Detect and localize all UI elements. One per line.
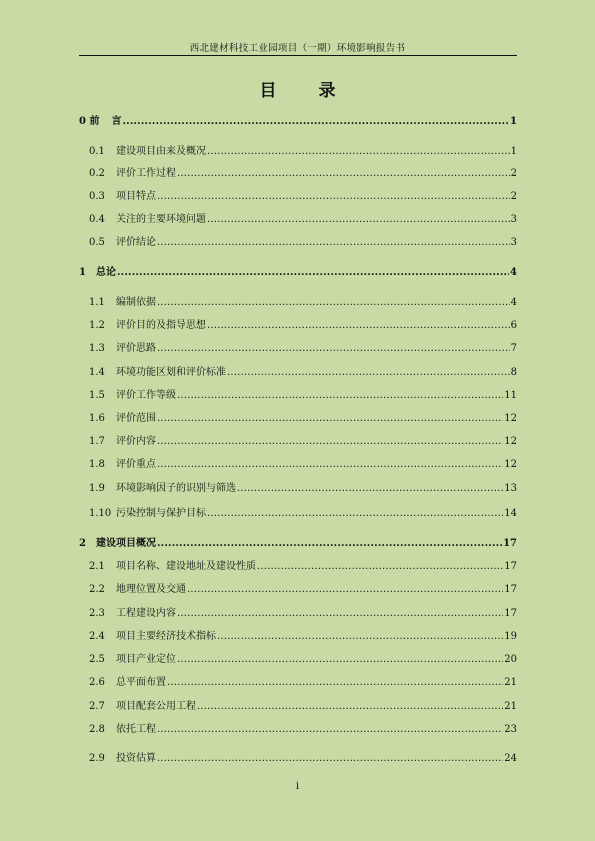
toc-entry-page: 3 (510, 214, 517, 225)
dot-leader (157, 236, 510, 250)
dot-leader (207, 507, 503, 521)
toc-entry-page: 21 (504, 701, 517, 712)
toc-section-entry[interactable] (89, 630, 517, 644)
toc-entry-number: 1.7 (89, 436, 105, 447)
toc-entry-label: 评价思路 (116, 343, 156, 354)
toc-entry-number: 1.2 (89, 320, 105, 331)
toc-entry-number: 0.5 (89, 237, 105, 248)
toc-entry-label: 依托工程 (116, 724, 156, 735)
toc-entry-label: 关注的主要环境问题 (116, 214, 206, 225)
toc-section-entry[interactable] (89, 653, 517, 667)
toc-entry-number: 1.10 (89, 508, 112, 519)
toc-section-entry[interactable] (89, 700, 517, 714)
toc-entry-label: 建设项目由来及概况 (116, 146, 206, 157)
dot-leader (207, 213, 510, 227)
dot-leader (217, 630, 503, 644)
toc-entry-page: 17 (504, 584, 517, 595)
toc-entry-number: 0.1 (89, 146, 105, 157)
toc-entry-page: 1 (510, 116, 517, 127)
toc-entry-number: 1.8 (89, 459, 105, 470)
toc-entry-number: 2.8 (89, 724, 105, 735)
toc-section-entry[interactable] (89, 319, 517, 333)
toc-entry-page: 8 (510, 367, 517, 378)
toc-section-entry[interactable] (89, 583, 517, 597)
toc-section-entry[interactable] (89, 366, 517, 380)
toc-entry-label: 编制依据 (116, 297, 156, 308)
toc-entry-label: 评价范围 (116, 413, 156, 424)
toc-entry-label: 言 (111, 116, 122, 127)
toc-section-entry[interactable] (89, 607, 517, 621)
toc-section-entry[interactable] (89, 296, 517, 310)
toc-entry-label: 环境影响因子的识别与筛选 (116, 483, 236, 494)
toc-entry-number: 2.3 (89, 608, 105, 619)
toc-entry-label: 评价工作过程 (116, 168, 176, 179)
toc-entry-number: 1.4 (89, 367, 105, 378)
dot-leader (257, 560, 503, 574)
toc-entry-label: 污染控制与保护目标 (116, 508, 206, 519)
toc-entry-label: 项目名称、建设地址及建设性质 (116, 561, 256, 572)
toc-entry-page: 17 (504, 608, 517, 619)
toc-section-entry[interactable] (89, 676, 517, 690)
toc-entry-label: 工程建设内容 (116, 608, 176, 619)
toc-entry-number: 2.4 (89, 631, 105, 642)
toc-entry-number: 2.5 (89, 654, 105, 665)
toc-title: 目 录 (259, 81, 354, 101)
toc-entry-page: 19 (504, 631, 517, 642)
toc-entry-label: 环境功能区划和评价标准 (116, 367, 226, 378)
toc-entry-page: 20 (504, 654, 517, 665)
dot-leader (177, 389, 503, 403)
dot-leader (197, 700, 503, 714)
toc-entry-page: 14 (504, 508, 517, 519)
toc-entry-page: 4 (510, 267, 517, 278)
toc-section-entry[interactable] (89, 342, 517, 356)
toc-entry-label: 评价工作等级 (116, 390, 176, 401)
toc-entry-number: 1.1 (89, 297, 105, 308)
toc-entry-label: 投资估算 (116, 753, 156, 764)
dot-leader (207, 319, 510, 333)
dot-leader (177, 607, 503, 621)
dot-leader (167, 676, 503, 690)
toc-entry-number: 1.5 (89, 390, 105, 401)
toc-entry-label: 评价重点 (116, 459, 156, 470)
toc-entry-number: 1 (79, 267, 86, 278)
toc-entry-number: 2.7 (89, 701, 105, 712)
toc-entry-page: 17 (504, 561, 517, 572)
toc-entry-page: 13 (504, 483, 517, 494)
toc-entry-page: 12 (504, 413, 517, 424)
toc-entry-number: 2 (79, 538, 86, 549)
toc-section-entry[interactable] (89, 507, 517, 521)
toc-section-entry[interactable] (89, 167, 517, 181)
toc-entry-number: 1.3 (89, 343, 105, 354)
dot-leader (157, 190, 510, 204)
toc-section-entry[interactable] (89, 412, 517, 426)
toc-entry-number: 2.6 (89, 677, 105, 688)
toc-entry-page: 1 (510, 146, 517, 157)
page-number: i (295, 781, 300, 792)
running-header: 西北建材科技工业园项目（一期）环境影响报告书 (189, 43, 406, 54)
toc-section-entry[interactable] (89, 435, 517, 449)
toc-entry-label: 评价结论 (116, 237, 156, 248)
toc-chapter-entry[interactable] (79, 537, 517, 551)
toc-section-entry[interactable] (89, 389, 517, 403)
toc-entry-number: 0.3 (89, 191, 105, 202)
toc-entry-page: 17 (503, 538, 517, 549)
toc-section-entry[interactable] (89, 723, 517, 737)
toc-section-entry[interactable] (89, 145, 517, 159)
toc-section-entry[interactable] (89, 458, 517, 472)
toc-entry-number: 2.2 (89, 584, 105, 595)
toc-entry-page: 24 (504, 753, 517, 764)
toc-entry-label: 总论 (95, 267, 116, 278)
dot-leader (157, 342, 510, 356)
toc-section-entry[interactable] (89, 190, 517, 204)
toc-entry-number: 0.2 (89, 168, 105, 179)
dot-leader (227, 366, 510, 380)
toc-entry-label: 总平面布置 (116, 677, 166, 688)
toc-entry-label: 评价内容 (116, 436, 156, 447)
dot-leader (157, 723, 503, 737)
dot-leader (237, 482, 503, 496)
dot-leader (117, 266, 509, 280)
toc-entry-label: 建设项目概况 (95, 538, 156, 549)
toc-entry-number: 1.9 (89, 483, 105, 494)
toc-entry-number: 0.4 (89, 214, 105, 225)
toc-entry-number: 0 前 (79, 116, 100, 127)
toc-entry-page: 2 (510, 168, 517, 179)
toc-section-entry[interactable] (89, 560, 517, 574)
toc-entry-number: 1.6 (89, 413, 105, 424)
dot-leader (157, 296, 510, 310)
toc-entry-label: 地理位置及交通 (116, 584, 186, 595)
dot-leader (157, 458, 503, 472)
toc-entry-page: 23 (504, 724, 517, 735)
toc-section-entry[interactable] (89, 213, 517, 227)
dot-leader (157, 752, 503, 766)
dot-leader (177, 167, 510, 181)
toc-entry-label: 项目主要经济技术指标 (116, 631, 216, 642)
toc-entry-page: 2 (510, 191, 517, 202)
dot-leader (157, 435, 503, 449)
dot-leader (187, 583, 503, 597)
toc-entry-label: 项目特点 (116, 191, 156, 202)
toc-section-entry[interactable] (89, 482, 517, 496)
toc-section-entry[interactable] (89, 236, 517, 250)
toc-entry-number: 2.1 (89, 561, 105, 572)
toc-chapter-entry[interactable] (79, 115, 517, 129)
dot-leader (157, 537, 502, 551)
toc-entry-page: 4 (510, 297, 517, 308)
toc-entry-label: 评价目的及指导思想 (116, 320, 206, 331)
toc-section-entry[interactable] (89, 752, 517, 766)
toc-entry-page: 3 (510, 237, 517, 248)
toc-entry-page: 11 (504, 390, 517, 401)
dot-leader (207, 145, 510, 159)
toc-entry-page: 7 (510, 343, 517, 354)
toc-entry-page: 12 (504, 436, 517, 447)
toc-chapter-entry[interactable] (79, 266, 517, 280)
dot-leader (122, 115, 509, 129)
toc-entry-number: 2.9 (89, 753, 105, 764)
toc-entry-page: 21 (504, 677, 517, 688)
dot-leader (157, 412, 503, 426)
toc-entry-label: 项目产业定位 (116, 654, 176, 665)
header-rule (79, 55, 517, 56)
toc-entry-page: 12 (504, 459, 517, 470)
toc-entry-label: 项目配套公用工程 (116, 701, 196, 712)
dot-leader (177, 653, 503, 667)
toc-entry-page: 6 (510, 320, 517, 331)
